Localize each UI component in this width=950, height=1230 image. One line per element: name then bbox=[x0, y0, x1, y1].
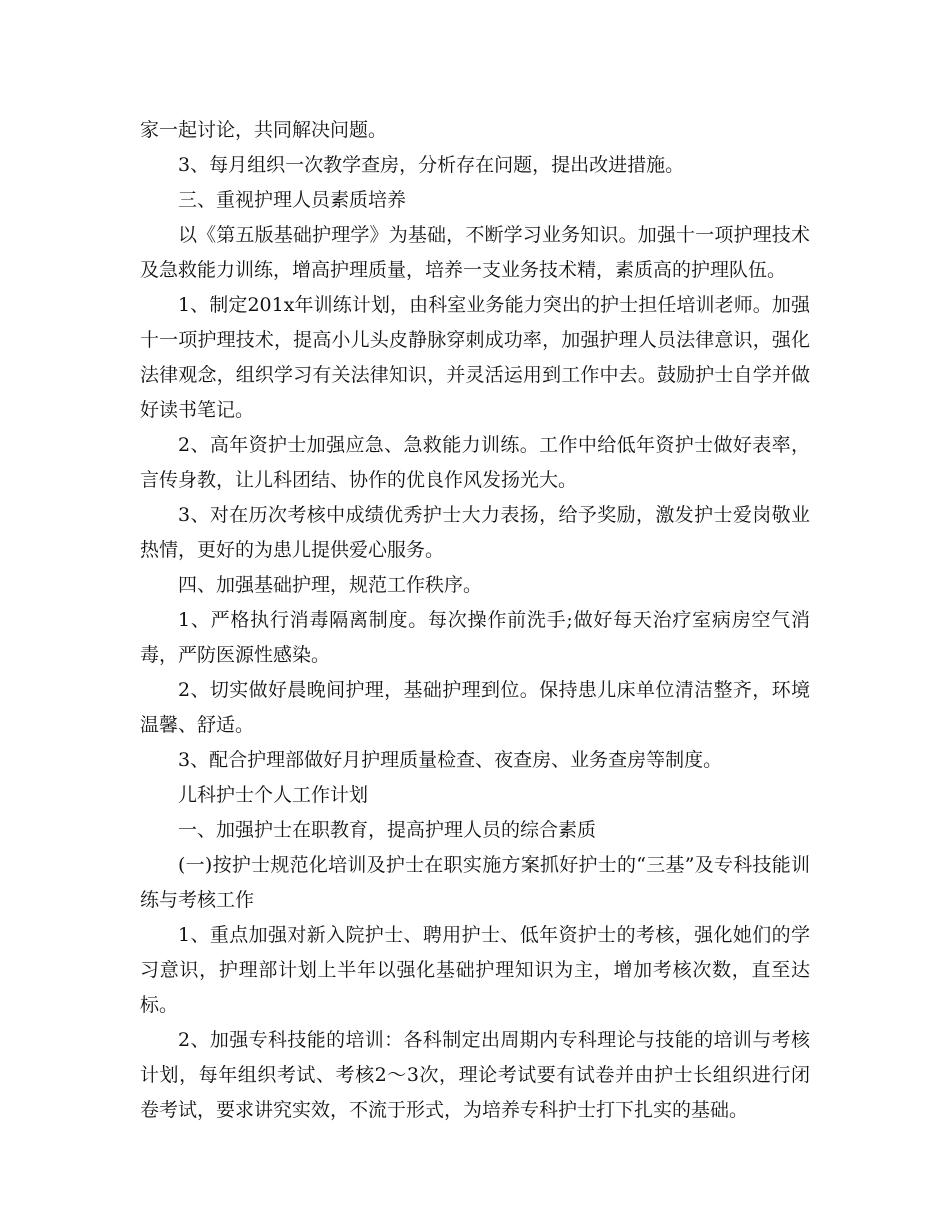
paragraph-6: 3、对在历次考核中成绩优秀护士大力表扬，给予奖励，激发护士爱岗敬业热情，更好的为患儿提供爱心服务。 bbox=[140, 504, 810, 561]
paragraph-0: 家一起讨论，共同解决问题。 bbox=[140, 119, 388, 141]
paragraph-15: 2、加强专科技能的培训：各科制定出周期内专科理论与技能的培训与考核计划，每年组织考试、考核2～3次，理论考试要有试卷并由护士长组织进行闭卷考试，要求讲究实效，不流于形式，为培养专科护士打下扎实的基础。 bbox=[140, 1029, 810, 1121]
paragraph-4: 1、制定201x年训练计划，由科室业务能力突出的护士担任培训老师。加强十一项护理技术，提高小儿头皮静脉穿刺成功率，加强护理人员法律意识，强化法律观念，组织学习有关法律知识，并灵活运用到工作中去。鼓励护士自学并做好读书笔记。 bbox=[140, 294, 810, 421]
paragraph-10: 3、配合护理部做好月护理质量检查、夜查房、业务查房等制度。 bbox=[178, 749, 723, 771]
document-title: 儿科护士个人工作计划 bbox=[178, 784, 369, 806]
paragraph-5: 2、高年资护士加强应急、急救能力训练。工作中给低年资护士做好表率，言传身教，让儿科团结、协作的优良作风发扬光大。 bbox=[140, 434, 810, 491]
paragraph-8: 1、严格执行消毒隔离制度。每次操作前洗手;做好每天治疗室病房空气消毒，严防医源性感染。 bbox=[140, 609, 810, 666]
section-heading-1: 一、加强护士在职教育，提高护理人员的综合素质 bbox=[178, 819, 597, 841]
section-heading-4: 四、加强基础护理，规范工作秩序。 bbox=[178, 574, 483, 596]
paragraph-3: 以《第五版基础护理学》为基础，不断学习业务知识。加强十一项护理技术及急救能力训练，增高护理质量，培养一支业务技术精，素质高的护理队伍。 bbox=[140, 224, 810, 281]
document-body bbox=[140, 113, 810, 1128]
subsection-heading-1: (一)按护士规范化培训及护士在职实施方案抓好护士的“三基”及专科技能训练与考核工作 bbox=[140, 854, 810, 911]
paragraph-9: 2、切实做好晨晚间护理，基础护理到位。保持患儿床单位清洁整齐，环境温馨、舒适。 bbox=[140, 679, 810, 736]
paragraph-1: 3、每月组织一次教学查房，分析存在问题，提出改进措施。 bbox=[178, 154, 685, 176]
paragraph-14: 1、重点加强对新入院护士、聘用护士、低年资护士的考核，强化她们的学习意识，护理部计划上半年以强化基础护理知识为主，增加考核次数，直至达标。 bbox=[140, 924, 810, 1016]
section-heading-3: 三、重视护理人员素质培养 bbox=[178, 189, 407, 211]
